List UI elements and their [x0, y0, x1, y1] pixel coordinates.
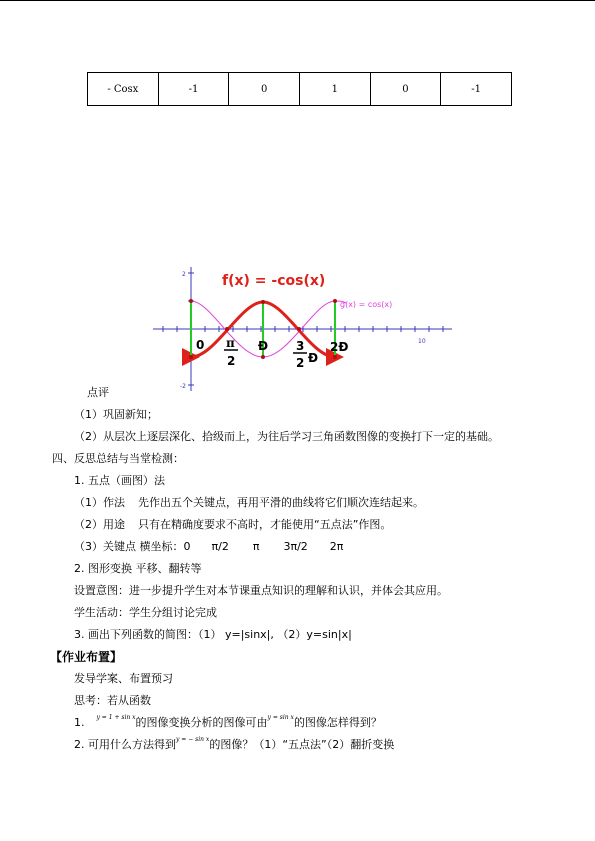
- question-2-start: 2. 可用什么方法得到: [74, 738, 176, 751]
- comment-label: 点评: [87, 386, 109, 399]
- formula-y-sinx: y = sin x: [267, 714, 294, 721]
- homework-item-1: 发导学案、布置预习: [74, 672, 173, 685]
- method-1a-text: 先作出五个关键点，再用平滑的曲线将它们顺次连结起来。: [138, 496, 424, 509]
- table-cell: -1: [158, 73, 229, 106]
- question-2-end: 的图像？（1）“五点法”（2）翻折变换: [209, 738, 395, 751]
- table-cell: 0: [229, 73, 300, 106]
- pi-half-numerator: π: [226, 336, 235, 350]
- method-1-title: 1. 五点（画图）法: [74, 474, 165, 487]
- y-tick-top-label: 2: [182, 271, 186, 278]
- method-1c-value-3: 3π/2: [283, 540, 308, 553]
- three-pi-half-suffix: Ð: [308, 351, 319, 365]
- y-tick-bottom-label: -2: [180, 383, 186, 390]
- exercise-3: 3. 画出下列函数的简图：（1） y=|sinx|, （2）y=sin|x|: [74, 628, 352, 641]
- method-1a-label: （1）作法: [74, 496, 125, 509]
- method-1c-value-2: π: [252, 540, 260, 553]
- formula-y-1-plus-sinx: y = 1 + sin x: [96, 714, 136, 721]
- two-pi-label: 2Ð: [330, 340, 349, 354]
- method-2: 2. 图形变换 平移、翻转等: [74, 562, 202, 575]
- values-table: [87, 72, 512, 106]
- method-1b-text: 只有在精确度要求不高时，才能使用“五点法”作图。: [138, 518, 392, 531]
- question-1-middle: 的图像变换分析的图像可由: [135, 716, 268, 729]
- x-tick-right-label: 10: [418, 338, 426, 345]
- question-1: [74, 716, 382, 730]
- method-1c: [74, 540, 343, 554]
- table-cell: 0: [370, 73, 441, 106]
- pi-half-denominator: 2: [227, 354, 236, 368]
- graph-title: f(x) = -cos(x): [222, 273, 326, 289]
- question-2: [74, 738, 394, 752]
- formula-y-neg-sinx: y = − sin x: [176, 736, 210, 743]
- table-cell: 1: [299, 73, 370, 106]
- question-1-number: 1.: [74, 716, 85, 729]
- comment-point-2: （2）从层次上逐层深化、拾级而上，为往后学习三角函数图像的变换打下一定的基础。: [74, 430, 499, 443]
- three-pi-half-denominator: 2: [296, 356, 305, 370]
- three-pi-half-numerator: 3: [296, 339, 305, 353]
- method-1b: [74, 518, 391, 532]
- method-1c-value-1: π/2: [211, 540, 229, 553]
- g-curve-label: g(x) = cos(x): [340, 300, 393, 309]
- table-cell: -1: [441, 73, 512, 106]
- method-1b-label: （2）用途: [74, 518, 125, 531]
- page-top-rule: [0, 0, 595, 1]
- method-1a: [74, 496, 424, 510]
- cosine-graph: [150, 265, 455, 393]
- student-activity: 学生活动：学生分组讨论完成: [74, 606, 217, 619]
- comment-point-1: （1）巩固新知；: [74, 408, 158, 421]
- pi-label: Ð: [258, 339, 269, 353]
- method-1c-label: （3）关键点 横坐标：0: [74, 540, 191, 553]
- table-cell: - Cosx: [88, 73, 159, 106]
- origin-label: 0: [196, 338, 205, 352]
- question-1-end: 的图像怎样得到？: [293, 716, 382, 729]
- think-prompt: 思考：若从函数: [74, 694, 151, 707]
- homework-heading: 【作业布置】: [50, 650, 123, 664]
- section-four-heading: 四、反思总结与当堂检测：: [52, 452, 184, 465]
- table-row: [88, 73, 512, 106]
- method-1c-value-4: 2π: [329, 540, 344, 553]
- design-intent: 设置意图：进一步提升学生对本节课重点知识的理解和认识，并体会其应用。: [74, 584, 448, 597]
